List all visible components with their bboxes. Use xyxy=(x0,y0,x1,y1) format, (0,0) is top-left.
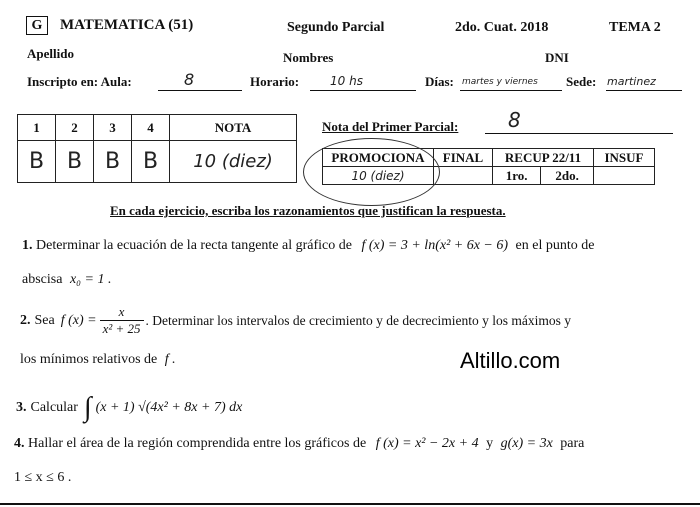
status-insuf-value xyxy=(594,167,655,185)
grade-value-3: B xyxy=(94,141,132,183)
question-4-para: para xyxy=(560,436,585,451)
logo-box xyxy=(26,16,48,35)
grade-header-4: 4 xyxy=(132,115,170,141)
question-1-function: f (x) = 3 + ln(x² + 6x − 6) xyxy=(361,238,509,253)
question-2-function-lhs: f (x) = xyxy=(60,312,97,328)
question-4-y: y xyxy=(486,436,494,451)
sede-line xyxy=(606,90,682,91)
status-insuf: INSUF xyxy=(594,149,655,167)
question-2-line2 xyxy=(20,352,176,368)
question-2-text-b: . Determinar los intervalos de crecimiento y de decrecimiento y los máximos y xyxy=(145,312,572,328)
question-4-f: f (x) = x² − 2x + 4 xyxy=(375,436,479,451)
first-partial-line xyxy=(485,133,673,134)
grade-header-2: 2 xyxy=(56,115,94,141)
question-3-expression: (x + 1) √(4x² + 8x + 7) dx xyxy=(95,400,243,415)
logo-letter: G xyxy=(31,18,43,33)
status-promociona-value: 10 (diez) xyxy=(323,167,434,185)
exam-tema: TEMA 2 xyxy=(609,20,661,35)
integral-icon: ∫ xyxy=(83,392,92,423)
grade-header-nota: NOTA xyxy=(170,115,297,141)
first-partial-label: Nota del Primer Parcial: xyxy=(322,119,459,134)
status-recup: RECUP 22/11 xyxy=(493,149,594,167)
exam-name: Segundo Parcial xyxy=(287,20,385,35)
question-1-x0: x₀ = 1 . xyxy=(69,272,112,287)
question-3-number: 3. xyxy=(16,400,27,415)
question-4-range: 1 ≤ x ≤ 6 . xyxy=(14,470,72,485)
question-3 xyxy=(16,392,242,424)
question-4 xyxy=(14,436,584,452)
question-1-number: 1. xyxy=(22,238,33,253)
question-1-line2 xyxy=(22,272,111,288)
dias-label: Días: xyxy=(425,74,454,89)
question-3-text-a: Calcular xyxy=(30,400,78,415)
status-final-value xyxy=(434,167,493,185)
question-1-text-a: Determinar la ecuación de la recta tangente al gráfico de xyxy=(36,238,352,253)
question-1-text-c: abscisa xyxy=(22,272,63,287)
question-2-text-a: Sea xyxy=(34,312,55,328)
question-2-text-c: los mínimos relativos de xyxy=(20,352,158,367)
question-4-number: 4. xyxy=(14,436,25,451)
watermark: Altillo.com xyxy=(460,348,561,373)
exam-term: 2do. Cuat. 2018 xyxy=(455,20,549,35)
bottom-border xyxy=(0,503,700,505)
grade-value-4: B xyxy=(132,141,170,183)
sede-label: Sede: xyxy=(566,74,597,89)
grade-value-2: B xyxy=(56,141,94,183)
aula-label: Inscripto en: Aula: xyxy=(27,74,132,89)
question-2-numerator: x xyxy=(100,304,144,321)
question-2-fraction xyxy=(100,304,144,337)
horario-label: Horario: xyxy=(250,74,300,89)
question-2-number: 2. xyxy=(20,312,31,328)
question-1-text-b: en el punto de xyxy=(515,238,595,253)
question-4-g: g(x) = 3x xyxy=(500,436,553,451)
grade-value-1: B xyxy=(18,141,56,183)
instruction-text: En cada ejercicio, escriba los razonamientos que justifican la respuesta. xyxy=(110,203,506,218)
apellido-label: Apellido xyxy=(27,46,74,61)
grade-header-1: 1 xyxy=(18,115,56,141)
subject-title: MATEMATICA (51) xyxy=(60,17,194,33)
sede-value: martinez xyxy=(607,75,656,88)
aula-line xyxy=(158,90,242,91)
question-4-text-a: Hallar el área de la región comprendida entre los gráficos de xyxy=(28,436,367,451)
status-final: FINAL xyxy=(434,149,493,167)
question-2 xyxy=(20,304,571,337)
status-promociona: PROMOCIONA xyxy=(323,149,434,167)
question-1 xyxy=(22,238,594,254)
nombres-label: Nombres xyxy=(283,50,334,65)
horario-line xyxy=(310,90,416,91)
dias-line xyxy=(460,90,562,91)
first-partial-value: 8 xyxy=(508,108,521,132)
status-recup-1ro: 1ro. xyxy=(493,167,541,185)
question-2-f: f . xyxy=(164,352,176,367)
status-recup-2do: 2do. xyxy=(541,167,594,185)
grades-table xyxy=(17,114,297,183)
grade-value-nota: 10 (diez) xyxy=(170,141,297,183)
aula-value: 8 xyxy=(184,70,195,89)
dias-value: martes y viernes xyxy=(462,77,538,87)
grade-header-3: 3 xyxy=(94,115,132,141)
dni-label: DNI xyxy=(545,50,569,65)
promociona-circle xyxy=(303,138,440,206)
horario-value: 10 hs xyxy=(330,74,363,88)
question-2-denominator: x² + 25 xyxy=(102,321,141,336)
